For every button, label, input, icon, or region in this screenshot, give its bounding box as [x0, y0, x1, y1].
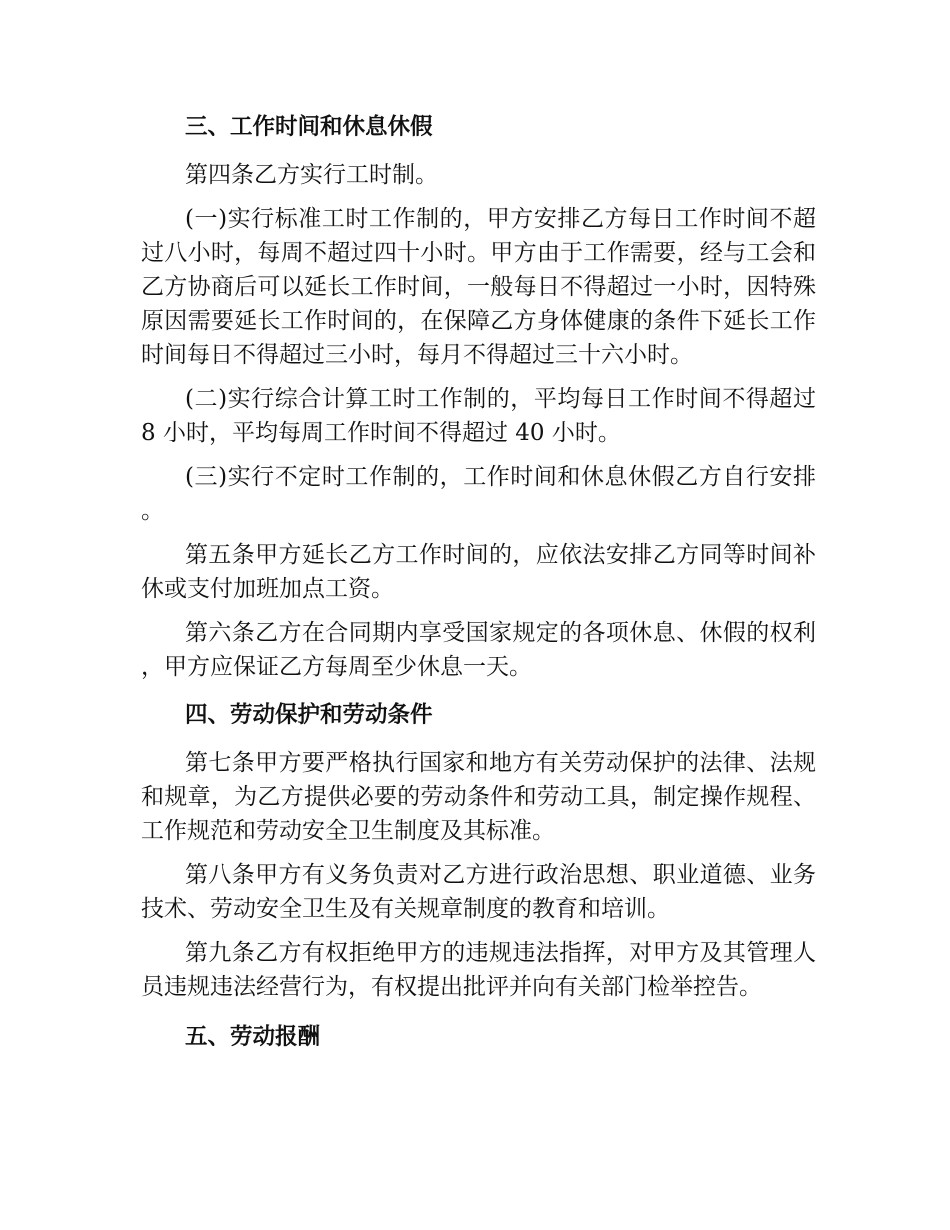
section-heading-working-hours: 三、工作时间和休息休假	[185, 114, 433, 140]
clause-4-2-comprehensive-hours: (二)实行综合计算工时工作制的，平均每日工作时间不得超过 8 小时，平均每周工作时间不得超过 40 小时。	[141, 386, 816, 446]
clause-4-1-standard-hours: (一)实行标准工时工作制的，甲方安排乙方每日工作时间不超过八小时，每周不超过四十小时。甲方由于工作需要，经与工会和乙方协商后可以延长工作时间，一般每日不得超过一小时，因特殊原因需要延长工作时间的，在保障乙方身体健康的条件下延长工作时间每日不得超过三小时，每月不得超过三十六小时。	[141, 206, 816, 368]
article-4: 第四条乙方实行工时制。	[185, 162, 438, 188]
section-heading-remuneration: 五、劳动报酬	[185, 1024, 321, 1050]
article-5: 第五条甲方延长乙方工作时间的，应依法安排乙方同等时间补休或支付加班加点工资。	[141, 542, 816, 602]
article-8: 第八条甲方有义务负责对乙方进行政治思想、职业道德、业务技术、劳动安全卫生及有关规章制度的教育和培训。	[141, 862, 816, 922]
article-9: 第九条乙方有权拒绝甲方的违规违法指挥，对甲方及其管理人员违规违法经营行为，有权提出批评并向有关部门检举控告。	[141, 940, 816, 1000]
document-body	[141, 106, 816, 1068]
section-heading-labor-protection: 四、劳动保护和劳动条件	[185, 702, 433, 728]
article-6: 第六条乙方在合同期内享受国家规定的各项休息、休假的权利，甲方应保证乙方每周至少休息一天。	[141, 620, 816, 680]
article-7: 第七条甲方要严格执行国家和地方有关劳动保护的法律、法规和规章，为乙方提供必要的劳动条件和劳动工具，制定操作规程、工作规范和劳动安全卫生制度及其标准。	[141, 750, 816, 844]
clause-4-3-flexible-hours: (三)实行不定时工作制的，工作时间和休息休假乙方自行安排。	[141, 464, 816, 524]
